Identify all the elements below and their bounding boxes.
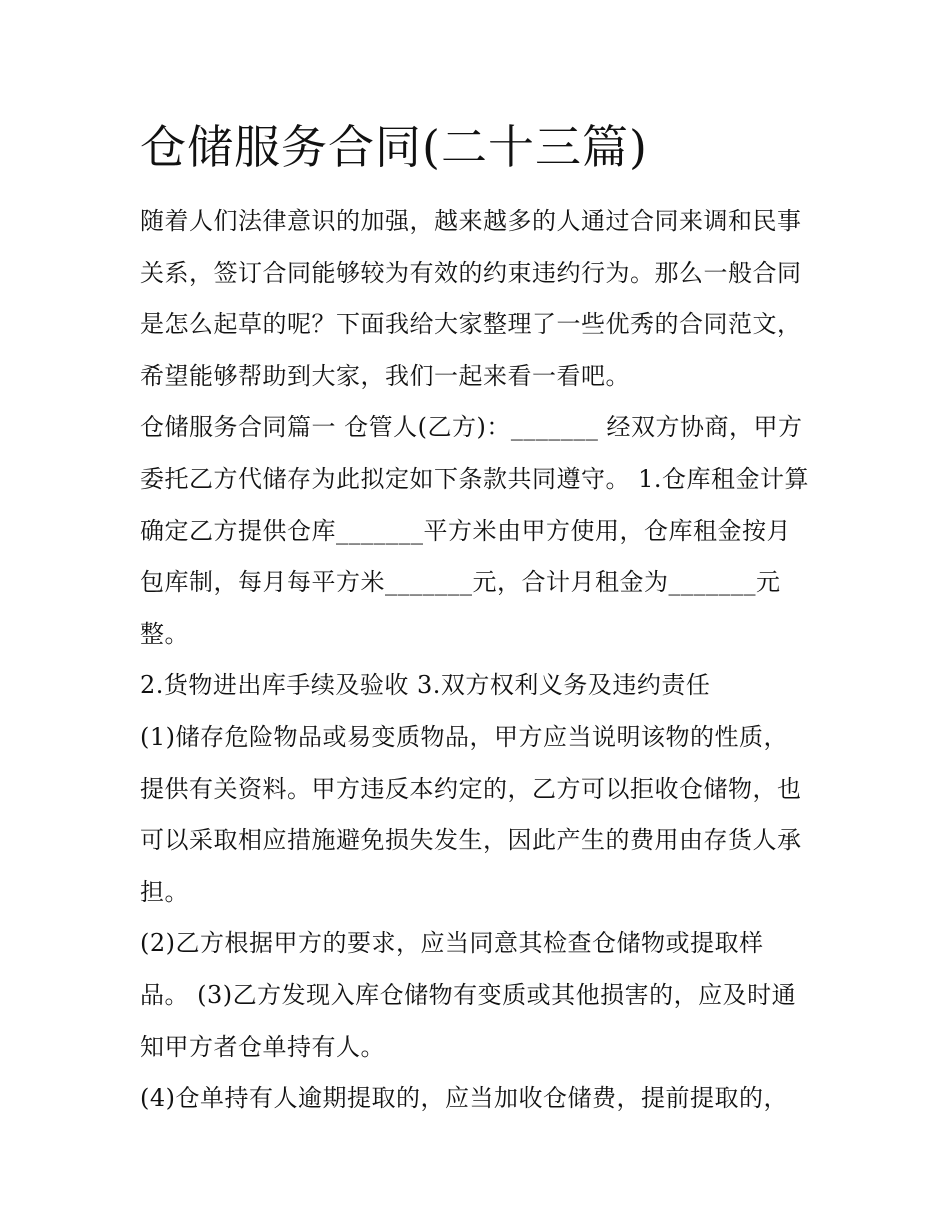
text-line: (1)储存危险物品或易变质物品，甲方应当说明该物的性质， bbox=[140, 722, 788, 751]
text-line: 包库制，每月每平方米_______元，合计月租金为_______元 bbox=[140, 568, 781, 597]
text-line: 希望能够帮助到大家，我们一起来看一看吧。 bbox=[140, 361, 630, 390]
text-line: 是怎么起草的呢？下面我给大家整理了一些优秀的合同范文， bbox=[140, 310, 802, 339]
text-line: 随着人们法律意识的加强，越来越多的人通过合同来调和民事 bbox=[140, 207, 802, 235]
text-line: 整。 bbox=[140, 619, 189, 648]
text-line: 可以采取相应措施避免损失发生，因此产生的费用由存货人承 bbox=[140, 826, 802, 855]
text-line: 品。 (3)乙方发现入库仓储物有变质或其他损害的，应及时通 bbox=[140, 980, 797, 1009]
text-line: 确定乙方提供仓库_______平方米由甲方使用，仓库租金按月 bbox=[140, 516, 791, 545]
text-line: 2.货物进出库手续及验收 3.双方权利义务及违约责任 bbox=[140, 671, 711, 700]
document-body bbox=[140, 196, 830, 1125]
text-line: 委托乙方代储存为此拟定如下条款共同遵守。 1.仓库租金计算 bbox=[140, 464, 810, 493]
text-line: (4)仓单持有人逾期提取的，应当加收仓储费，提前提取的， bbox=[140, 1084, 788, 1113]
text-line: 关系，签订合同能够较为有效的约束违约行为。那么一般合同 bbox=[140, 258, 802, 287]
text-line: 仓储服务合同篇一 仓管人(乙方)：_______ 经双方协商，甲方 bbox=[140, 413, 803, 442]
document-title: 仓储服务合同(二十三篇) bbox=[140, 120, 648, 174]
text-line: (2)乙方根据甲方的要求，应当同意其检查仓储物或提取样 bbox=[140, 929, 764, 958]
text-line: 担。 bbox=[140, 877, 189, 906]
text-line: 提供有关资料。甲方违反本约定的，乙方可以拒收仓储物，也 bbox=[140, 774, 802, 803]
text-line: 知甲方者仓单持有人。 bbox=[140, 1032, 385, 1061]
